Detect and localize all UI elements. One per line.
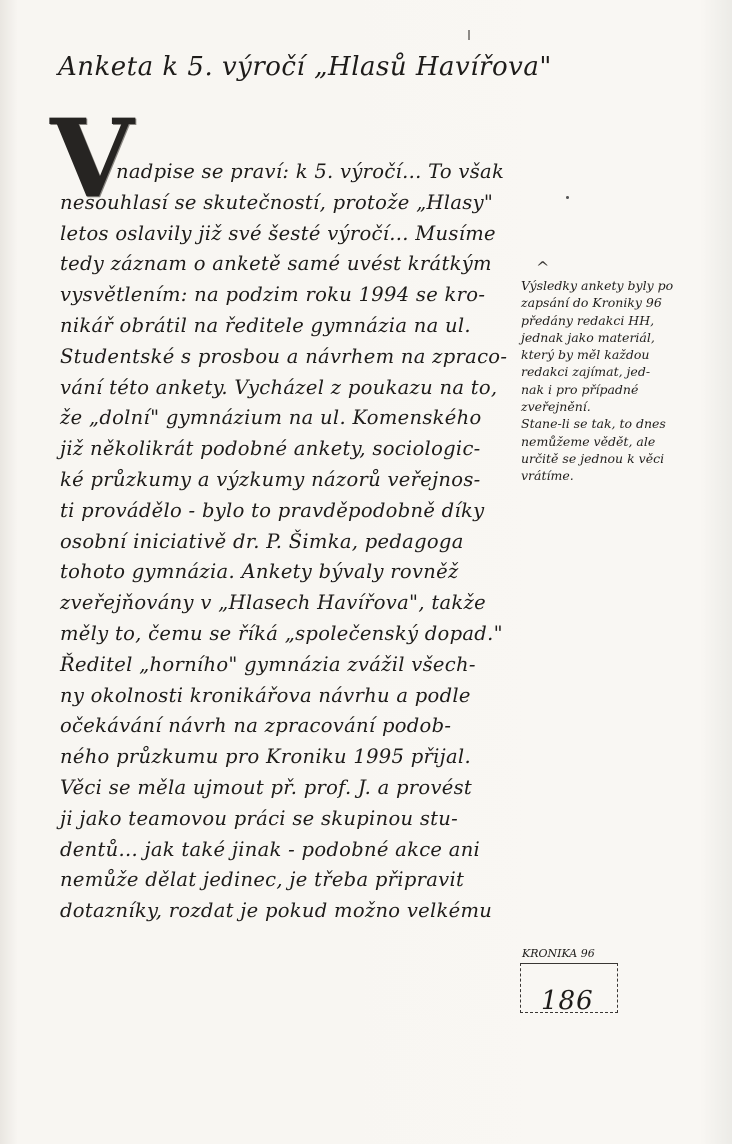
body-line: ny okolnosti kronikářova návrhu a podle bbox=[60, 683, 471, 707]
body-line: ké průzkumy a výzkumy názorů veřejnos- bbox=[60, 467, 481, 491]
margin-note-line: který by měl každou bbox=[521, 347, 650, 363]
margin-note-line: Stane-li se tak, to dnes bbox=[521, 416, 666, 432]
body-text bbox=[60, 157, 520, 927]
body-line: dentů... jak také jinak - podobné akce ani bbox=[60, 837, 481, 861]
margin-note-line: zveřejnění. bbox=[521, 399, 591, 415]
body-line: nesouhlasí se skutečností, protože „Hlasy" bbox=[60, 190, 494, 214]
margin-note-line: předány redakci HH, bbox=[521, 312, 655, 328]
body-line: že „dolní" gymnázium na ul. Komenského bbox=[60, 406, 482, 430]
margin-note-line: redakci zajímat, jed- bbox=[521, 364, 651, 380]
margin-note-line: vrátíme. bbox=[521, 468, 574, 484]
body-line: zveřejňovány v „Hlasech Havířova", takže bbox=[60, 591, 486, 615]
margin-note-line: nak i pro případné bbox=[521, 381, 639, 397]
page-title: Anketa k 5. výročí „Hlasů Havířova" bbox=[58, 52, 552, 82]
body-line: Studentské s prosbou a návrhem na zpraco- bbox=[60, 344, 508, 368]
body-line: vysvětlením: na podzim roku 1994 se kro- bbox=[60, 283, 486, 307]
ink-dot bbox=[566, 196, 569, 199]
body-line: měly to, čemu se říká „společenský dopad." bbox=[60, 621, 503, 645]
margin-note-line: určitě se jednou k věci bbox=[521, 450, 665, 466]
drop-cap: V bbox=[50, 96, 134, 222]
margin-note-line: nemůžeme vědět, ale bbox=[521, 433, 656, 449]
insertion-caret-icon: ^ bbox=[536, 258, 550, 277]
chronicle-stamp bbox=[516, 947, 622, 1017]
body-line: ji jako teamovou práci se skupinou stu- bbox=[60, 806, 459, 830]
body-line: již několikrát podobné ankety, sociologic- bbox=[60, 437, 481, 461]
page-number: 186 bbox=[541, 986, 594, 1016]
body-line: ného průzkumu pro Kroniku 1995 přijal. bbox=[60, 745, 471, 769]
margin-note-line: jednak jako materiál, bbox=[521, 329, 655, 345]
body-line: Věci se měla ujmout př. prof. J. a provést bbox=[60, 775, 473, 799]
body-line: Ředitel „horního" gymnázia zvážil všech- bbox=[60, 652, 476, 676]
body-line: vání této ankety. Vycházel z poukazu na to, bbox=[60, 375, 498, 399]
body-line: osobní iniciativě dr. P. Šimka, pedagoga bbox=[60, 529, 464, 553]
margin-note bbox=[521, 277, 711, 485]
body-line: dotazníky, rozdat je pokud možno velkému bbox=[60, 899, 493, 923]
stamp-label: KRONIKA 96 bbox=[522, 947, 595, 960]
stamp-box bbox=[520, 963, 618, 1016]
body-line: ti provádělo - bylo to pravděpodobně díky bbox=[60, 498, 485, 522]
body-line: letos oslavily již své šesté výročí... Musíme bbox=[60, 221, 496, 245]
body-line: tohoto gymnázia. Ankety bývaly rovněž bbox=[60, 560, 459, 584]
margin-note-line: Výsledky ankety byly po bbox=[521, 278, 674, 293]
margin-note-line: zapsání do Kroniky 96 bbox=[521, 295, 662, 311]
body-line: nemůže dělat jedinec, je třeba připravit bbox=[60, 868, 465, 892]
body-line: nikář obrátil na ředitele gymnázia na ul. bbox=[60, 313, 471, 337]
body-line: nadpise se praví: k 5. výročí... To však bbox=[116, 160, 505, 183]
ink-smudge bbox=[468, 30, 470, 40]
body-line: tedy záznam o anketě samé uvést krátkým bbox=[60, 252, 492, 276]
body-line: očekávání návrh na zpracování podob- bbox=[60, 714, 452, 738]
